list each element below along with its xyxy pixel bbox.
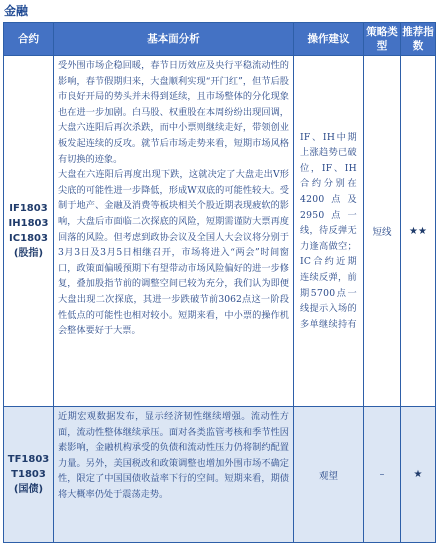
strategy-cell: – [364,407,401,543]
analysis-paragraph: 近期宏观数据发布，显示经济韧性继续增强。流动性方面，流动性整体继续承压。面对各类监管考核和季节性因素影响，金融机构承受的负债和流动性压力仍将制约配置力量。另外，美国税改和政策调整也增加外围市场不确定性，限定了中国国债收益率下行的空间。短期来看，期债将大概率仍处于震荡走势。 [58,411,289,500]
table-row-stock-index [4,56,436,407]
rating-stars: ★★ [401,56,436,407]
contract-cell [4,56,54,407]
contract-category: (股指) [13,248,44,259]
analysis-cell [54,56,294,407]
contract-code: IC1803 [9,233,48,244]
contract-code: IH1803 [8,218,49,229]
advice-cell: 观望 [294,407,364,543]
contract-cell [4,407,54,543]
header-contract: 合约 [4,23,54,56]
header-strategy: 策略类型 [364,23,401,56]
table-header-row [4,23,436,56]
contract-code: T1803 [11,469,46,480]
rating-stars: ★ [401,407,436,543]
strategy-cell: 短线 [364,56,401,407]
recommendation-table [3,22,436,543]
header-analysis: 基本面分析 [54,23,294,56]
analysis-paragraph: 受外围市场企稳回暖，春节日历效应及央行平稳流动性的影响，春节假期归来，大盘顺利实现“开门红”，但节后股市良好开局的势头并未得到延续，且市场整体的分化现象也在进一步加剧。白马股、权重股在本周纷纷出现回调，大盘六连阳后再次杀跌，而中小票则继续走好，带领创业板发起连续的反攻。就节后市场走势来看，短期市场风格有切换的迹象。 [58,60,289,165]
table-row-bond [4,407,436,543]
contract-code: TF1803 [7,454,50,465]
analysis-paragraph: 大盘在六连阳后再度出现下跌，这就决定了大盘走出V形尖底的可能性进一步降低，形成W双底的可能性较大。受制于地产、金融及消费等板块相关个股近期表现疲软的影响，大盘后市面临二次探底的风险，短期需谨防大票再度回落的风险。但考虑到政协会议及全国人大会议将分别于3月3日及3月5日相继召开，市场将进入“两会”时间窗口，政策面偏暖预期下有望带动市场风险偏好的进一步修复，叠加股指节前的调整空间已较为充分，我们认为即便大盘出现二次探底，其进一步跌破节前3062点这一阶段性低点的可能性也相对较小。短期来看，中小票的操作机会整体要好于大票。 [58,169,289,337]
header-advice: 操作建议 [294,23,364,56]
analysis-cell [54,407,294,543]
advice-cell: IF、IH中期上涨趋势已破位，IF、IH合约分别在4200点及2950点一线，待反弹无力逢高做空；IC合约近期连续反弹，前期5700点一线提示入场的多单继续持有 [294,56,364,407]
section-title: 金融 [4,4,29,18]
contract-code: IF1803 [9,203,48,214]
contract-category: (国债) [13,484,44,495]
header-rating: 推荐指数 [401,23,436,56]
